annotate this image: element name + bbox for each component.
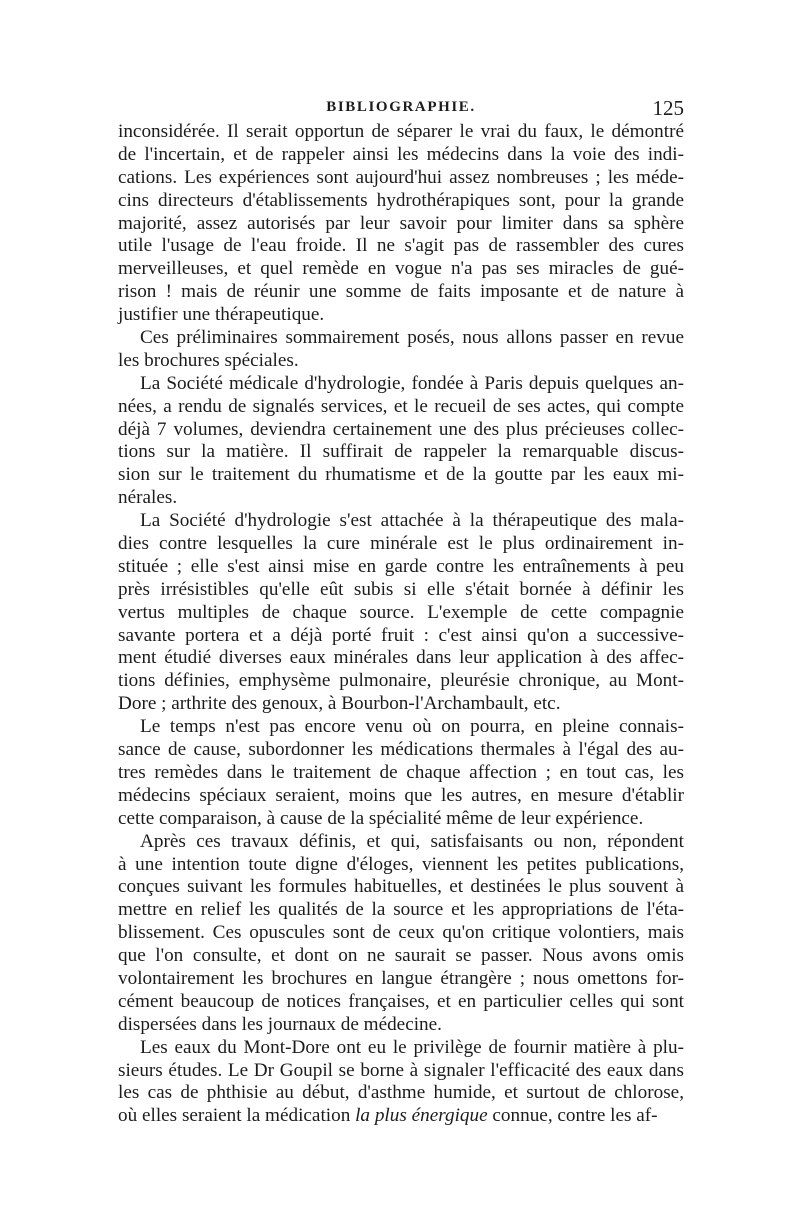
paragraph: [118, 327, 684, 373]
text-line: justifier une thérapeutique.: [118, 304, 325, 326]
text-line: mettre en relief les qualités de la source et les appropriations de l'éta-: [118, 899, 684, 921]
text-line: ment étudié diverses eaux minérales dans leur application à des affec-: [118, 647, 684, 669]
text-line: La Société médicale d'hydrologie, fondée à Paris depuis quelques an-: [140, 372, 684, 394]
text-line: dies contre lesquelles la cure minérale est le plus ordinairement in-: [118, 533, 684, 555]
text-line: dispersées dans les journaux de médecine.: [118, 1013, 442, 1035]
text-line: La Société d'hydrologie s'est attachée à la thérapeutique des mala-: [140, 510, 684, 532]
text-line: où elles seraient la médication la plus énergique connue, contre les af-: [118, 1105, 658, 1127]
text-line: Ces préliminaires sommairement posés, nous allons passer en revue: [140, 327, 684, 349]
text-line: nérales.: [118, 487, 178, 509]
text-line: blissement. Ces opuscules sont de ceux qu'on critique volontiers, mais: [118, 922, 684, 944]
text-line: utile l'usage de l'eau froide. Il ne s'agit pas de rassembler des cures: [118, 235, 684, 257]
text-line: cations. Les expériences sont aujourd'hui assez nombreuses ; les méde-: [118, 166, 684, 188]
text-line: inconsidérée. Il serait opportun de séparer le vrai du faux, le démontré: [118, 121, 684, 142]
paragraph: [118, 373, 684, 510]
paragraph: [118, 121, 684, 327]
emphasis: la plus énergique: [355, 1105, 488, 1127]
text-line: les brochures spéciales.: [118, 349, 299, 371]
text-line: à une intention toute digne d'éloges, viennent les petites publications,: [118, 853, 684, 875]
text-line: sance de cause, subordonner les médications thermales à l'égal des au-: [118, 739, 684, 761]
text-line: près irrésistibles qu'elle eût subis si elle s'était bornée à définir les: [118, 578, 684, 600]
text-line: cins directeurs d'établissements hydrothérapiques sont, pour la grande: [118, 189, 684, 211]
text-line: tres remèdes dans le traitement de chaque affection ; en tout cas, les: [118, 761, 684, 783]
text-line: les cas de phthisie au début, d'asthme humide, et surtout de chlorose,: [118, 1082, 684, 1104]
text-line: que l'on consulte, et dont on ne saurait se passer. Nous avons omis: [118, 945, 684, 967]
text-line: nées, a rendu de signalés services, et le recueil de ses actes, qui compte: [118, 395, 684, 417]
text-line: cette comparaison, à cause de la spécialité même de leur expérience.: [118, 807, 644, 829]
running-title: BIBLIOGRAPHIE.: [326, 99, 476, 115]
text-line: déjà 7 volumes, deviendra certainement une des plus précieuses collec-: [118, 418, 684, 440]
text-line: majorité, assez autorisés par leur savoir pour limiter dans sa sphère: [118, 212, 684, 234]
text-line: conçues suivant les formules habituelles, et destinées le plus souvent à: [118, 876, 684, 898]
text-line: Le temps n'est pas encore venu où on pourra, en pleine connais-: [140, 716, 684, 738]
paragraph: [118, 510, 684, 716]
text-line: stituée ; elle s'est ainsi mise en garde contre les entraînements à peu: [118, 555, 684, 577]
text-line: Les eaux du Mont-Dore ont eu le privilège de fournir matière à plu-: [140, 1036, 684, 1058]
text-line: merveilleuses, et quel remède en vogue n'a pas ses miracles de gué-: [118, 258, 684, 280]
text-line: cément beaucoup de notices françaises, et en particulier celles qui sont: [118, 990, 684, 1012]
text-line: tions sur la matière. Il suffirait de rappeler la remarquable discus-: [118, 441, 684, 463]
paragraph: [118, 831, 684, 1037]
text-line: de l'incertain, et de rappeler ainsi les médecins dans la voie des indi-: [118, 143, 684, 165]
text-line: sion sur le traitement du rhumatisme et de la goutte par les eaux mi-: [118, 464, 684, 486]
text-line: Dore ; arthrite des genoux, à Bourbon-l'Archambault, etc.: [118, 693, 561, 715]
paragraph: [118, 1037, 684, 1129]
text-line: volontairement les brochures en langue étrangère ; nous omettons for-: [118, 967, 684, 989]
text-line: sieurs études. Le Dr Goupil se borne à signaler l'efficacité des eaux dans: [118, 1059, 684, 1081]
body-text: [118, 121, 684, 1128]
text-line: savante portera et a déjà porté fruit : c'est ainsi qu'on a successive-: [118, 624, 684, 646]
running-head: [118, 96, 684, 123]
text-line: vertus multiples de chaque source. L'exemple de cette compagnie: [118, 601, 684, 623]
text-line: Après ces travaux définis, et qui, satisfaisants ou non, répondent: [140, 830, 684, 852]
text-line: tions définies, emphysème pulmonaire, pleurésie chronique, au Mont-: [118, 670, 684, 692]
text-line: médecins spéciaux seraient, moins que les autres, en mesure d'établir: [118, 784, 684, 806]
text-line: rison ! mais de réunir une somme de faits imposante et de nature à: [118, 281, 684, 303]
paragraph: [118, 716, 684, 830]
page-number: 125: [652, 96, 684, 120]
